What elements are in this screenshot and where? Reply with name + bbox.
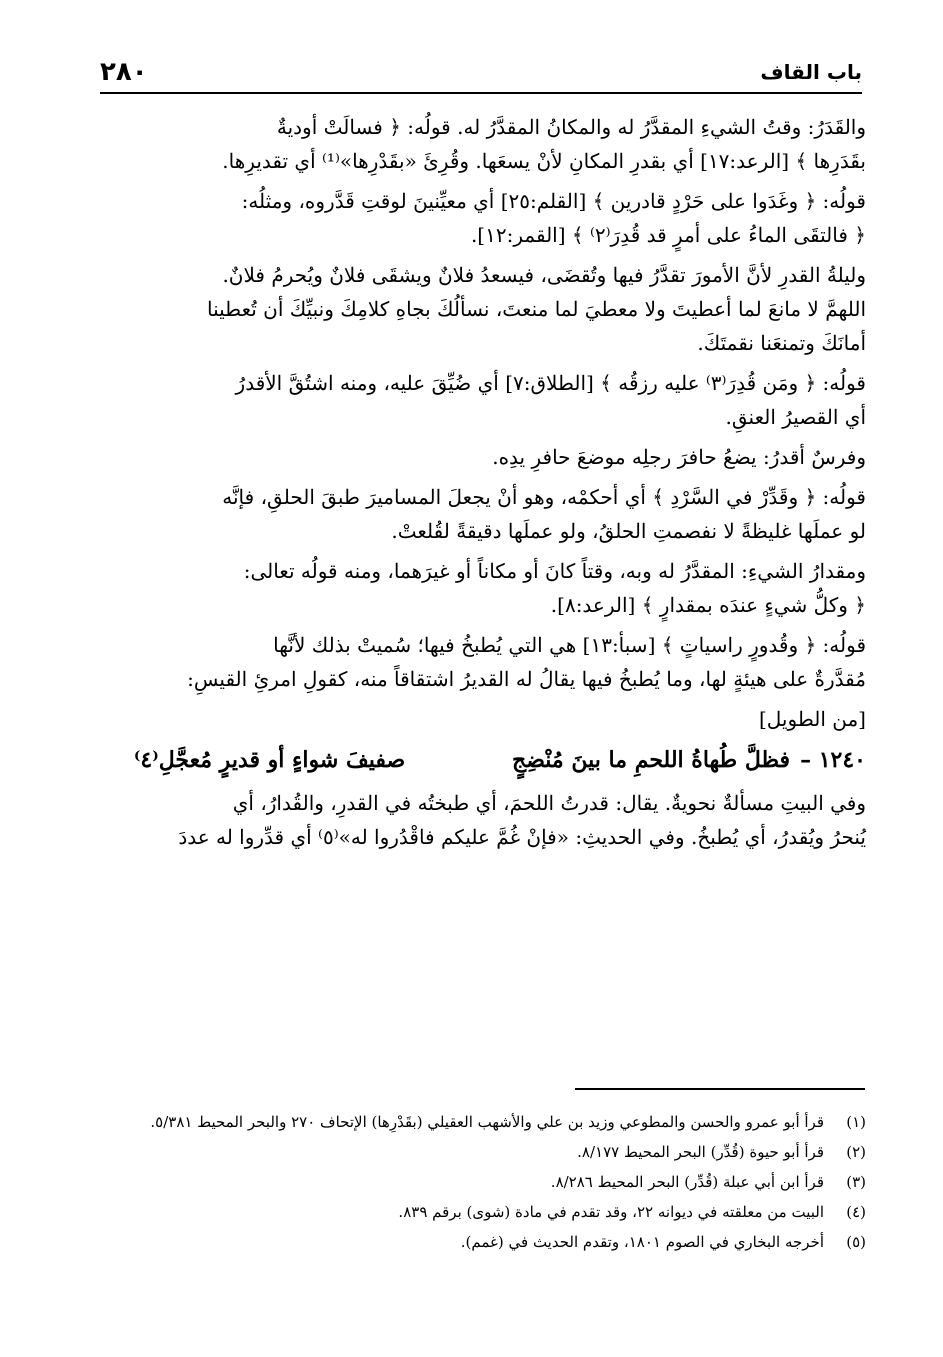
text-line: أي القصيرُ العنقِ. — [725, 405, 866, 429]
footnote-text: قرأ ابن أبي عبلة (قُدِّر) البحر المحيط ٨/٢٨٦. — [550, 1173, 824, 1191]
text-line: قولُه: ﴿ وقُدورٍ راسياتٍ ﴾ [سبأ:١٣] هي التي يُطبخُ فيها؛ سُميتْ بذلك لأنَّها — [273, 633, 866, 657]
text-line: قولُه: ﴿ وغَدَوا على حَرْدٍ قادرين ﴾ [القلم:٢٥] أي معيِّنينَ لوقتِ قَدَّروه، ومثلُه: — [241, 189, 866, 213]
paragraph-2 — [96, 184, 866, 252]
footnote — [96, 1198, 866, 1226]
verse-first-hemistich: فظلَّ طُهاةُ اللحمِ ما بينَ مُنْضِجٍ — [512, 747, 791, 773]
footnotes — [96, 1108, 866, 1258]
text-line: بقَدَرِها ﴾ [الرعد:١٧] أي بقدرِ المكانِ لأنْ يسعَها. وقُرِئَ «بقَدْرِها»⁽¹⁾ أي تقديرِها. — [222, 149, 866, 173]
text-line: وفي البيتِ مسألةٌ نحويةٌ. يقال: قدرتُ اللحمَ، أي طبختُه في القدرِ، والقُدارُ، أي — [232, 791, 866, 815]
text-line: اللهمَّ لا مانعَ لما أعطيتَ ولا معطيَ لما منعتَ، نسألُكَ بجاهِ كلامِكَ ونبيِّكَ أن تُعطينا — [207, 297, 866, 321]
text-line: قولُه: ﴿ ومَن قُدِرَ⁽٣⁾ عليه رزقُه ﴾ [الطلاق:٧] أي ضُيِّقَ عليه، ومنه اشتُقَّ الأقدرُ — [235, 371, 866, 395]
paragraph-3 — [96, 258, 866, 360]
text-line: أمانَكَ وتمنعَنا نقمتَكَ. — [697, 331, 866, 355]
footnote-text: أخرجه البخاري في الصوم ١٨٠١، وتقدم الحديث في (غمم). — [460, 1233, 824, 1251]
text-line: ﴿ فالتقَى الماءُ على أمرٍ قد قُدِرَ⁽٢⁾ ﴾ [القمر:١٢]. — [470, 223, 866, 247]
text-line: يُنحرُ ويُقدرُ، أي يُطبخُ. وفي الحديثِ: «فإنْ غُمَّ عليكم فاقْدُروا له»⁽٥⁾ أي قدِّروا له عددَ — [178, 825, 866, 849]
paragraph-1 — [96, 110, 866, 178]
paragraph-4 — [96, 366, 866, 434]
paragraph-6 — [96, 480, 866, 548]
text-line: والقَدَرُ: وقتُ الشيءِ المقدَّرُ له والمكانُ المقدَّرُ له. قولُه: ﴿ فسالَتْ أوديةٌ — [276, 115, 866, 139]
text-line: وليلةُ القدرِ لأنَّ الأمورَ تقدَّرُ فيها وتُقضَى، فيسعدُ فلانٌ ويشقَى فلانٌ ويُحرمُ فلانٌ. — [222, 263, 866, 287]
page-header — [100, 52, 862, 94]
footnote — [96, 1108, 866, 1136]
text-line: ومقدارُ الشيءِ: المقدَّرُ له وبه، وقتاً كانَ أو مكاناً أو غيرَهما، ومنه قولُه تعالى: — [243, 559, 866, 583]
footnote-text: البيت من معلقته في ديوانه ٢٢، وقد تقدم في مادة (شوى) برقم ٨٣٩. — [398, 1203, 824, 1221]
footnote-number: (١) — [846, 1113, 866, 1131]
closing-paragraph — [96, 786, 866, 854]
footnote-text: قرأ أبو عمرو والحسن والمطوعي وزيد بن علي والأشهب العقيلي (بقَدْرِها) الإتحاف ٢٧٠ والبحر المحيط ٥/٣٨١. — [150, 1113, 824, 1131]
verse-number: ١٢٤٠ – — [800, 747, 866, 773]
footnote — [96, 1168, 866, 1196]
footnote — [96, 1138, 866, 1166]
chapter-title: باب القاف — [760, 60, 862, 84]
verse-second-hemistich: صفيفَ شواءٍ أو قديرٍ مُعجَّلِ⁽٤⁾ — [133, 747, 406, 773]
meter-label: [من الطويل] — [758, 707, 866, 731]
text-line: لو عملَها غليظةً لا نفصمتِ الحلقُ، ولو عملَها دقيقةً لقُلعتْ. — [391, 519, 866, 543]
page-number: ٢٨٠ — [100, 57, 148, 87]
main-text — [96, 110, 866, 860]
poetry-verse — [96, 742, 866, 778]
footnote-number: (٥) — [846, 1233, 866, 1251]
text-line: قولُه: ﴿ وقَدِّرْ في السَّرْدِ ﴾ أي أحكمْه، وهو أنْ يجعلَ المساميرَ طبقَ الحلقِ، فإنَّه — [222, 485, 866, 509]
footnote-number: (٤) — [846, 1203, 866, 1221]
paragraph-7 — [96, 554, 866, 622]
text-line: وفرسٌ أقدرُ: يضعُ حافرَ رجلِه موضعَ حافرِ يدِه. — [492, 445, 866, 469]
footnote-number: (٣) — [846, 1173, 866, 1191]
footnote-text: قرأ أبو حيوة (قُدِّر) البحر المحيط ٨/١٧٧. — [577, 1143, 824, 1161]
footnote-separator — [575, 1088, 865, 1090]
paragraph-8 — [96, 628, 866, 696]
text-line: مُقدَّرةٌ على هيئةٍ لها، وما يُطبخُ فيها يقالُ له القديرُ اشتقاقاً منه، كقولِ امرئِ القيسِ: — [187, 667, 866, 691]
text-line: ﴿ وكلُّ شيءٍ عندَه بمقدارٍ ﴾ [الرعد:٨]. — [550, 593, 866, 617]
footnote-number: (٢) — [846, 1143, 866, 1161]
footnote — [96, 1228, 866, 1256]
paragraph-5 — [96, 440, 866, 474]
